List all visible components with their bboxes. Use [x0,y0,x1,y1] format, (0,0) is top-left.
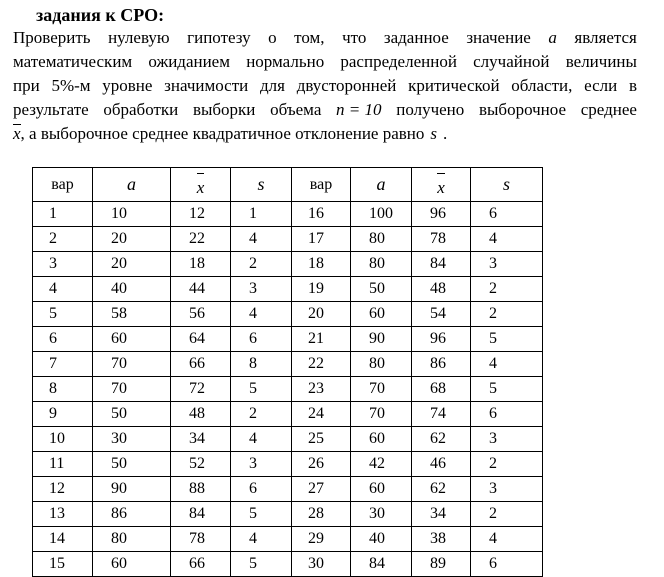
table-row [33,452,543,477]
table-row [33,227,543,252]
table-cell: 3 [231,277,292,302]
text: . [443,124,448,143]
table-cell: 2 [471,302,543,327]
table-cell: 84 [171,502,231,527]
table-row [33,402,543,427]
table-cell: 30 [292,552,351,577]
table-cell: 5 [231,502,292,527]
table-cell: 4 [471,527,543,552]
word: среднее [580,100,637,119]
table-row [33,302,543,327]
table-cell: 6 [471,402,543,427]
table-cell: 5 [231,377,292,402]
table-cell: 25 [292,427,351,452]
table-cell: 34 [171,427,231,452]
word: критической [408,76,500,95]
table-cell: 2 [471,502,543,527]
word: том, [294,28,325,47]
col-header-s: s [231,168,292,202]
paragraph-line-4 [13,98,637,122]
table-cell: 12 [33,477,93,502]
paragraph-line-5 [13,122,637,146]
table-cell: 80 [351,352,412,377]
word: уровне [102,76,153,95]
word: выборки [192,100,256,119]
table-cell: 1 [231,202,292,227]
table-cell: 6 [231,477,292,502]
table-cell: 70 [351,402,412,427]
math-variable-a: a [548,28,557,47]
word: выборочное [478,100,567,119]
table-cell: 6 [231,327,292,352]
table-cell: 70 [93,377,171,402]
table-cell: 40 [351,527,412,552]
table-cell: 38 [412,527,471,552]
col-header-a: a [93,168,171,202]
table-cell: 50 [93,402,171,427]
table-cell: 66 [171,552,231,577]
table-cell: 10 [33,427,93,452]
table-cell: 28 [292,502,351,527]
word: двусторонней [296,76,397,95]
word: о [268,28,277,47]
table-cell: 4 [231,302,292,327]
table-cell: 60 [351,427,412,452]
table-cell: 62 [412,477,471,502]
table-cell: 52 [171,452,231,477]
paragraph-line-1 [13,26,637,50]
word: объема [270,100,322,119]
table-cell: 90 [351,327,412,352]
table-row [33,202,543,227]
word: результате [13,100,89,119]
table-cell: 4 [471,227,543,252]
table-cell: 10 [93,202,171,227]
table-cell: 30 [93,427,171,452]
table-row [33,277,543,302]
task-heading: задания к СРО: [36,5,165,25]
table-cell: 2 [33,227,93,252]
table-cell: 78 [171,527,231,552]
word: области, [511,76,573,95]
table-cell: 58 [93,302,171,327]
table-cell: 70 [351,377,412,402]
table-cell: 96 [412,327,471,352]
table-row [33,427,543,452]
math-variable-s: s [430,124,438,143]
table-cell: 4 [231,227,292,252]
table-cell: 54 [412,302,471,327]
table-cell: 4 [471,352,543,377]
table-cell: 20 [93,252,171,277]
col-header-a: a [351,168,412,202]
table-cell: 21 [292,327,351,352]
col-header-variant: вар [292,168,351,202]
col-header-s: s [471,168,543,202]
table-cell: 4 [33,277,93,302]
table-cell: 17 [292,227,351,252]
table-cell: 6 [471,552,543,577]
paragraph-line-3 [13,74,637,98]
table-cell: 48 [412,277,471,302]
word: обработки [103,100,179,119]
table-cell: 80 [351,252,412,277]
table-cell: 44 [171,277,231,302]
table-cell: 80 [93,527,171,552]
table-cell: 46 [412,452,471,477]
table-row [33,527,543,552]
table-cell: 1 [33,202,93,227]
table-cell: 6 [471,202,543,227]
math-sample-size: n = 10 [336,100,382,119]
col-header-xbar: x [171,168,231,202]
table-row [33,502,543,527]
word: что [342,28,367,47]
table-cell: 74 [412,402,471,427]
table-cell: 19 [292,277,351,302]
word: в [628,76,637,95]
table-row [33,377,543,402]
table-cell: 5 [231,552,292,577]
table-cell: 22 [292,352,351,377]
table-cell: 24 [292,402,351,427]
table-cell: 20 [93,227,171,252]
table-cell: 34 [412,502,471,527]
word: при [13,76,40,95]
table-cell: 3 [471,252,543,277]
word: значение [466,28,531,47]
table-cell: 15 [33,552,93,577]
table-cell: 90 [93,477,171,502]
word: Проверить [13,28,91,47]
table-header-row [33,168,543,202]
word: получено [396,100,465,119]
table-cell: 3 [33,252,93,277]
table-cell: 78 [412,227,471,252]
table-cell: 20 [292,302,351,327]
table-cell: 2 [471,277,543,302]
table-cell: 62 [412,427,471,452]
table-cell: 3 [471,427,543,452]
table-cell: 30 [351,502,412,527]
text: , а выборочное среднее квадратичное отклонение равно [20,124,425,143]
table-cell: 40 [93,277,171,302]
table-cell: 7 [33,352,93,377]
table-cell: 11 [33,452,93,477]
table-cell: 14 [33,527,93,552]
table-cell: 27 [292,477,351,502]
table-cell: 23 [292,377,351,402]
table-cell: 50 [351,277,412,302]
table-cell: 84 [412,252,471,277]
word: математическим [13,52,133,71]
table-cell: 16 [292,202,351,227]
table-row [33,552,543,577]
table-row [33,477,543,502]
table-cell: 60 [351,477,412,502]
word: случайной [473,52,550,71]
table-cell: 66 [171,352,231,377]
table-cell: 60 [351,302,412,327]
table-cell: 84 [351,552,412,577]
table-cell: 48 [171,402,231,427]
table-cell: 5 [471,377,543,402]
table-cell: 86 [93,502,171,527]
word: заданное [383,28,449,47]
col-header-variant: вар [33,168,93,202]
table-cell: 3 [231,452,292,477]
table-cell: 50 [93,452,171,477]
table-cell: 8 [231,352,292,377]
table-cell: 9 [33,402,93,427]
table-cell: 86 [412,352,471,377]
table-cell: 2 [231,252,292,277]
table-cell: 13 [33,502,93,527]
table-cell: 88 [171,477,231,502]
table-cell: 12 [171,202,231,227]
word: для [260,76,285,95]
word: значимости [164,76,249,95]
table-row [33,352,543,377]
table-cell: 26 [292,452,351,477]
math-sample-mean: x [13,122,21,146]
table-cell: 22 [171,227,231,252]
table-cell: 72 [171,377,231,402]
table-cell: 89 [412,552,471,577]
word: является [574,28,637,47]
task-paragraph [13,26,637,146]
word: ожиданием [148,52,230,71]
table-cell: 8 [33,377,93,402]
table-cell: 6 [33,327,93,352]
table-cell: 42 [351,452,412,477]
word: распределенной [340,52,457,71]
table-cell: 4 [231,427,292,452]
table-cell: 5 [33,302,93,327]
word: нормально [246,52,325,71]
word: величины [565,52,637,71]
word: гипотезу [187,28,251,47]
table-cell: 60 [93,327,171,352]
table-cell: 5 [471,327,543,352]
table-cell: 56 [171,302,231,327]
col-header-xbar: x [412,168,471,202]
word: если [584,76,618,95]
table-cell: 18 [292,252,351,277]
variants-table [32,167,543,577]
table-cell: 4 [231,527,292,552]
table-cell: 29 [292,527,351,552]
table-body [33,202,543,577]
table-cell: 2 [471,452,543,477]
table-cell: 18 [171,252,231,277]
word: нулевую [108,28,170,47]
table-row [33,252,543,277]
table-row [33,327,543,352]
word: 5%-м [51,76,91,95]
table-cell: 68 [412,377,471,402]
paragraph-line-2 [13,50,637,74]
table-cell: 2 [231,402,292,427]
table-cell: 70 [93,352,171,377]
table-cell: 100 [351,202,412,227]
table-cell: 60 [93,552,171,577]
table-cell: 3 [471,477,543,502]
table-cell: 64 [171,327,231,352]
table-cell: 96 [412,202,471,227]
table-cell: 80 [351,227,412,252]
